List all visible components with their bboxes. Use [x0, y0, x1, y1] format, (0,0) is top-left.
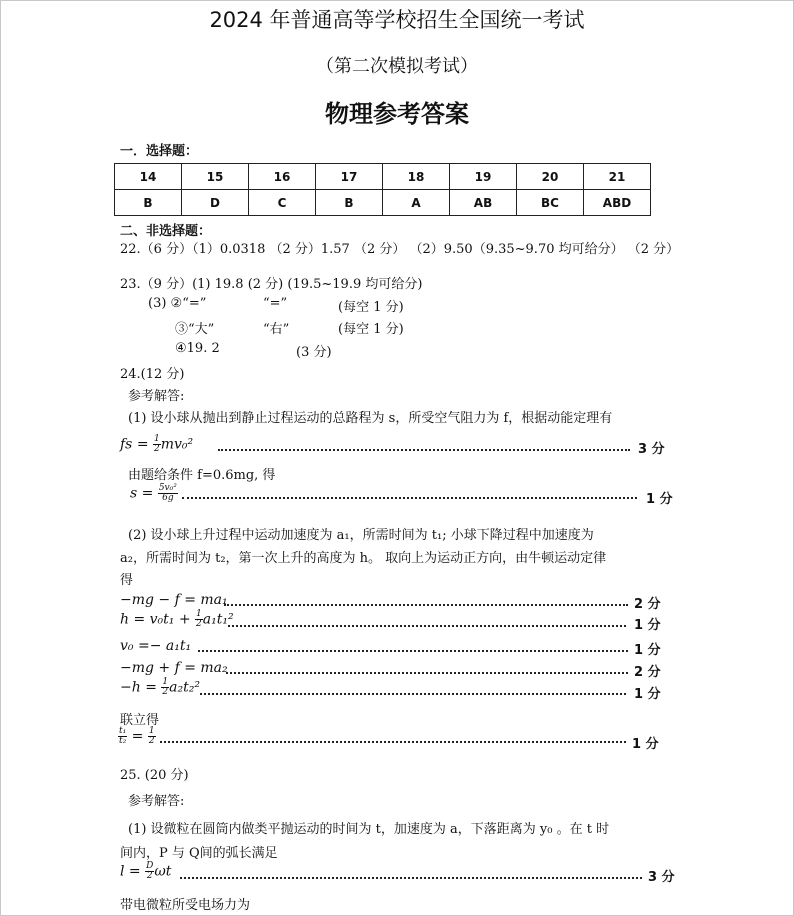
q25-eq1-score: 3 分 [648, 870, 675, 885]
q24-eq6: −mg + f = ma₂ [120, 660, 228, 676]
q24-p3b: a₂，所需时间为 t₂，第一次上升的高度为 h。 取向上为运动正方向，由牛顿运动定律 [120, 551, 607, 566]
q24-eq7 [120, 678, 200, 697]
fraction-numerator: 1 [148, 726, 155, 736]
eq-equals: = [127, 728, 148, 745]
answer-cell: ABD [584, 190, 651, 216]
q23-r5-b: (3 分) [296, 345, 332, 360]
fraction-denominator: 6g [162, 493, 174, 503]
leader-dots [218, 449, 630, 451]
q24-eq5-score: 1 分 [634, 643, 661, 658]
fraction-numerator: 1 [154, 434, 160, 444]
q24-eq8-score: 1 分 [632, 737, 659, 752]
fraction-denominator: 2 [196, 619, 202, 629]
eq-rhs: mv₀² [160, 436, 194, 453]
fraction [145, 862, 154, 881]
q23-r4-a: ③“大” [175, 322, 215, 337]
q24-eq2 [130, 484, 178, 503]
q24-eq3-score: 2 分 [634, 597, 661, 612]
question-number-cell: 14 [115, 164, 182, 190]
answer-cell: B [316, 190, 383, 216]
question-number-cell: 20 [517, 164, 584, 190]
eq-lhs: l = [120, 863, 146, 880]
leader-dots [228, 625, 626, 627]
fraction [161, 678, 169, 697]
fraction [158, 484, 178, 503]
leader-dots [224, 604, 628, 606]
eq-lhs: fs = [120, 436, 153, 453]
document-heading: 物理参考答案 [325, 100, 469, 128]
fraction-denominator: 2 [154, 444, 160, 454]
q24-eq7-score: 1 分 [634, 687, 661, 702]
q25-ref: 参考解答: [128, 794, 185, 809]
q24-eq2-score: 1 分 [646, 492, 673, 507]
answer-cell: BC [517, 190, 584, 216]
q24-eq6-score: 2 分 [634, 665, 661, 680]
fraction-numerator: t₁ [119, 726, 127, 736]
q23-r3-b: “=” [263, 296, 288, 311]
q23-r4-c: (每空 1 分) [338, 322, 404, 337]
q24-p1: (1) 设小球从抛出到静止过程运动的总路程为 s，所受空气阻力为 f，根据动能定理有 [128, 411, 613, 426]
fraction-numerator: 1 [196, 609, 202, 619]
answer-cell: D [182, 190, 249, 216]
fraction [195, 610, 203, 629]
q24-eq8 [118, 727, 156, 746]
q24-p3c: 得 [120, 573, 134, 588]
eq-lhs: h = v₀t₁ + [120, 611, 196, 628]
leader-dots [198, 650, 628, 652]
answer-cell: C [249, 190, 316, 216]
section2-label: 二、非选择题： [120, 224, 212, 239]
eq-rhs: ωt [154, 863, 172, 880]
q23-r3-a: (3) ②“=” [148, 296, 207, 311]
eq-rhs: a₁t₁² [202, 611, 234, 628]
q24-ref: 参考解答: [128, 389, 185, 404]
fraction-denominator: t₂ [119, 736, 127, 746]
fraction [148, 727, 156, 746]
answer-table [114, 163, 651, 216]
q24-p2: 由题给条件 f=0.6mg, 得 [128, 468, 276, 483]
q24-eq4 [120, 610, 234, 629]
q24-eq1 [120, 435, 193, 454]
answer-table-header-row [115, 164, 651, 190]
leader-dots [226, 672, 628, 674]
question-number-cell: 19 [450, 164, 517, 190]
leader-dots [160, 741, 626, 743]
eq-rhs: a₂t₂² [169, 679, 200, 696]
question-number-cell: 17 [316, 164, 383, 190]
q22-answer: 22.（6 分）（1）0.0318 （2 分）1.57 （2 分） （2）9.50（9.35~9.70 均可给分） （2 分） [120, 242, 680, 257]
document-title: 2024 年普通高等学校招生全国统一考试 [209, 8, 585, 32]
leader-dots [180, 877, 642, 879]
q24-p4: 联立得 [120, 713, 160, 728]
q25-p1b: 间内，P 与 Q间的弧长满足 [120, 846, 278, 861]
fraction-denominator: 2 [148, 736, 155, 746]
q24-eq4-score: 1 分 [634, 618, 661, 633]
q24-p3a: (2) 设小球上升过程中运动加速度为 a₁，所需时间为 t₁; 小球下降过程中加速度为 [128, 528, 594, 543]
answer-table-answer-row [115, 190, 651, 216]
q23-r3-c: (每空 1 分) [338, 300, 404, 315]
eq-lhs: −h = [120, 679, 162, 696]
q25-title: 25. (20 分) [120, 768, 189, 783]
fraction-numerator: 1 [162, 677, 169, 687]
leader-dots [200, 693, 626, 695]
leader-dots [182, 497, 637, 499]
document-subtitle: （第二次模拟考试） [316, 56, 478, 77]
q23-r4-b: “右” [263, 322, 290, 337]
answer-cell: AB [450, 190, 517, 216]
q25-p1a: (1) 设微粒在圆筒内做类平抛运动的时间为 t，加速度为 a，下落距离为 y₀ 。在 t 时 [128, 822, 610, 837]
fraction-denominator: 2 [146, 871, 153, 881]
section1-label: 一．选择题： [120, 144, 199, 159]
fraction-denominator: 2 [162, 687, 169, 697]
fraction-numerator: 5v₀² [158, 483, 177, 493]
question-number-cell: 15 [182, 164, 249, 190]
q25-eq1 [120, 862, 171, 881]
fraction [153, 435, 161, 454]
question-number-cell: 18 [383, 164, 450, 190]
fraction [118, 727, 127, 746]
q24-eq3: −mg − f = ma₁ [120, 592, 228, 608]
question-number-cell: 21 [584, 164, 651, 190]
fraction-numerator: D [146, 861, 154, 871]
q23-line1: 23.（9 分）(1) 19.8 (2 分) (19.5~19.9 均可给分) [120, 277, 423, 292]
q23-r5-a: ④19. 2 [175, 341, 220, 356]
answer-cell: B [115, 190, 182, 216]
q24-eq5: v₀ =− a₁t₁ [120, 638, 192, 654]
eq-lhs: s = [130, 485, 158, 502]
answer-cell: A [383, 190, 450, 216]
q25-p2: 带电微粒所受电场力为 [120, 898, 251, 913]
q24-title: 24.(12 分) [120, 367, 185, 382]
q24-eq1-score: 3 分 [638, 442, 665, 457]
question-number-cell: 16 [249, 164, 316, 190]
